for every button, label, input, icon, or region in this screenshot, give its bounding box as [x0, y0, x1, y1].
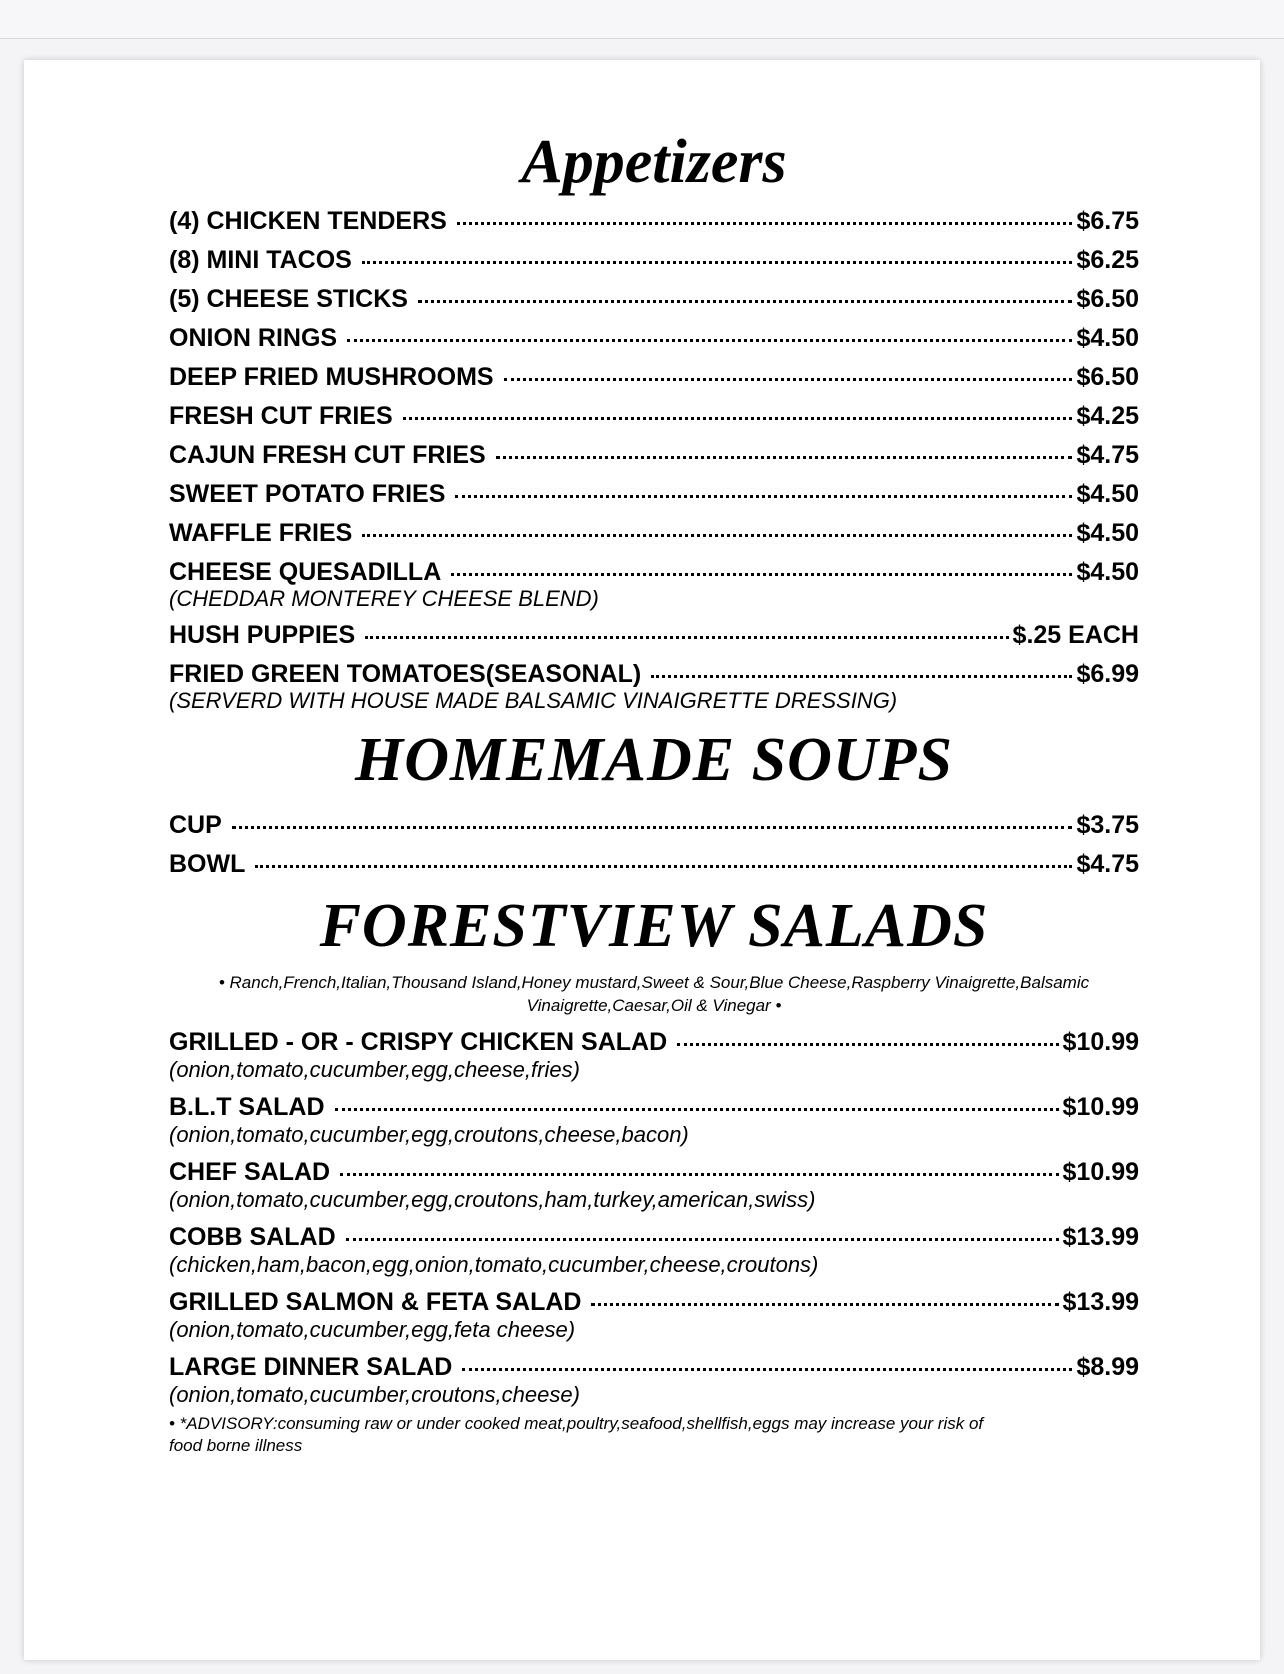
dot-leader: [504, 378, 1073, 381]
dot-leader: [340, 1173, 1058, 1176]
menu-item-name: GRILLED - OR - CRISPY CHICKEN SALAD: [169, 1027, 668, 1056]
menu-item-name: (4) CHICKEN TENDERS: [169, 207, 447, 236]
menu-item-price: $4.50: [1076, 558, 1139, 587]
menu-item-name: COBB SALAD: [169, 1222, 336, 1251]
dot-leader: [346, 1238, 1059, 1241]
menu-item: [169, 241, 1139, 280]
dot-leader: [232, 826, 1073, 829]
menu-item-row: [169, 436, 1139, 475]
menu-item-price: $8.99: [1076, 1352, 1139, 1381]
dot-leader: [365, 636, 1008, 639]
menu-item-description: (CHEDDAR MONTEREY CHEESE BLEND): [169, 586, 599, 612]
dot-leader: [457, 222, 1073, 225]
menu-content: [169, 128, 1139, 1457]
menu-item: [169, 436, 1139, 475]
dot-leader: [255, 865, 1072, 868]
menu-item: [169, 655, 1139, 712]
menu-item-price: $4.75: [1076, 850, 1139, 879]
menu-item-price: $10.99: [1062, 1157, 1139, 1186]
menu-item-name: (8) MINI TACOS: [169, 246, 352, 275]
salads-list: [169, 1023, 1139, 1409]
menu-item: [169, 1023, 1139, 1084]
menu-item-price: $3.75: [1076, 811, 1139, 840]
menu-item-row: [169, 280, 1139, 319]
menu-item: [169, 806, 1139, 845]
menu-item: [169, 553, 1139, 610]
menu-item: [169, 616, 1139, 655]
menu-item-row: [169, 514, 1139, 553]
menu-item-price: $4.50: [1076, 519, 1139, 548]
menu-item-description: (onion,tomato,cucumber,croutons,cheese): [169, 1381, 580, 1407]
menu-item-price: $10.99: [1062, 1027, 1139, 1056]
menu-item-name: ONION RINGS: [169, 324, 338, 353]
menu-item-row: [169, 475, 1139, 514]
dot-leader: [462, 1368, 1072, 1371]
menu-item-name: FRESH CUT FRIES: [169, 402, 393, 431]
menu-item: [169, 475, 1139, 514]
menu-item-price: $4.25: [1076, 402, 1139, 431]
menu-item-price: $4.50: [1076, 324, 1139, 353]
menu-item-row: [169, 397, 1139, 436]
viewer-top-bar: [0, 0, 1284, 39]
menu-item: [169, 845, 1139, 884]
menu-item-price: $6.25: [1076, 246, 1139, 275]
menu-item-name: B.L.T SALAD: [169, 1092, 325, 1121]
menu-item-price: $13.99: [1062, 1287, 1139, 1316]
menu-item-row: [169, 202, 1139, 241]
menu-item: [169, 1348, 1139, 1409]
menu-item-row: [169, 845, 1139, 884]
soups-title: HOMEMADE SOUPS: [355, 726, 953, 795]
menu-item: [169, 1088, 1139, 1149]
menu-item-name: HUSH PUPPIES: [169, 621, 356, 650]
menu-item: [169, 280, 1139, 319]
menu-item: [169, 1283, 1139, 1344]
menu-item: [169, 319, 1139, 358]
menu-item-price: $6.50: [1076, 363, 1139, 392]
menu-item-description: (onion,tomato,cucumber,egg,feta cheese): [169, 1316, 576, 1342]
menu-item-name: CAJUN FRESH CUT FRIES: [169, 441, 486, 470]
appetizers-list: [169, 202, 1139, 712]
menu-item-price: $6.50: [1076, 285, 1139, 314]
soups-list: [169, 806, 1139, 884]
menu-item: [169, 202, 1139, 241]
dot-leader: [496, 456, 1073, 459]
dot-leader: [677, 1043, 1058, 1046]
menu-item-name: CHEESE QUESADILLA: [169, 558, 442, 587]
menu-item: [169, 514, 1139, 553]
dot-leader: [591, 1303, 1058, 1306]
menu-item-description: (onion,tomato,cucumber,egg,croutons,ham,turkey,american,swiss): [169, 1186, 816, 1212]
dot-leader: [362, 261, 1073, 264]
menu-item: [169, 358, 1139, 397]
advisory-note: • *ADVISORY:consuming raw or under cooked meat,poultry,seafood,shellfish,eggs may increase your risk of food borne illness: [169, 1413, 984, 1455]
menu-item-price: $10.99: [1062, 1092, 1139, 1121]
menu-item-name: WAFFLE FRIES: [169, 519, 353, 548]
menu-item-name: FRIED GREEN TOMATOES(SEASONAL): [169, 660, 642, 689]
menu-page: [24, 60, 1260, 1660]
menu-item-name: CUP: [169, 811, 222, 840]
dressing-options: • Ranch,French,Italian,Thousand Island,Honey mustard,Sweet & Sour,Blue Cheese,Raspberry Vinaigrette,Balsamic Vinaigrette,Caesar,Oil & Vinegar •: [218, 972, 1090, 1015]
menu-item-description: (onion,tomato,cucumber,egg,croutons,cheese,bacon): [169, 1121, 689, 1147]
menu-item-description: (chicken,ham,bacon,egg,onion,tomato,cucumber,cheese,croutons): [169, 1251, 819, 1277]
menu-item-price: $.25 EACH: [1012, 621, 1139, 650]
menu-item-row: [169, 319, 1139, 358]
menu-item-name: BOWL: [169, 850, 246, 879]
menu-item-description: (onion,tomato,cucumber,egg,cheese,fries): [169, 1056, 580, 1082]
menu-item-price: $6.75: [1076, 207, 1139, 236]
menu-item-name: DEEP FRIED MUSHROOMS: [169, 363, 494, 392]
menu-item-name: GRILLED SALMON & FETA SALAD: [169, 1287, 582, 1316]
menu-item-row: [169, 806, 1139, 845]
salads-title: FORESTVIEW SALADS: [319, 892, 989, 961]
appetizers-title: Appetizers: [521, 128, 787, 196]
menu-item-name: CHEF SALAD: [169, 1157, 331, 1186]
menu-item-row: [169, 358, 1139, 397]
dot-leader: [455, 495, 1072, 498]
menu-item: [169, 1218, 1139, 1279]
menu-item-name: LARGE DINNER SALAD: [169, 1352, 453, 1381]
dot-leader: [362, 534, 1072, 537]
menu-item: [169, 397, 1139, 436]
menu-item-price: $4.75: [1076, 441, 1139, 470]
dot-leader: [651, 675, 1072, 678]
menu-item-name: (5) CHEESE STICKS: [169, 285, 408, 314]
menu-item-price: $4.50: [1076, 480, 1139, 509]
menu-item-name: SWEET POTATO FRIES: [169, 480, 446, 509]
menu-item-row: [169, 616, 1139, 655]
dot-leader: [418, 300, 1073, 303]
dot-leader: [347, 339, 1072, 342]
menu-item-description: (SERVERD WITH HOUSE MADE BALSAMIC VINAIGRETTE DRESSING): [169, 688, 898, 714]
dot-leader: [403, 417, 1073, 420]
dot-leader: [335, 1108, 1059, 1111]
menu-item-price: $13.99: [1062, 1222, 1139, 1251]
menu-item: [169, 1153, 1139, 1214]
dot-leader: [451, 573, 1072, 576]
menu-item-row: [169, 241, 1139, 280]
menu-item-price: $6.99: [1076, 660, 1139, 689]
